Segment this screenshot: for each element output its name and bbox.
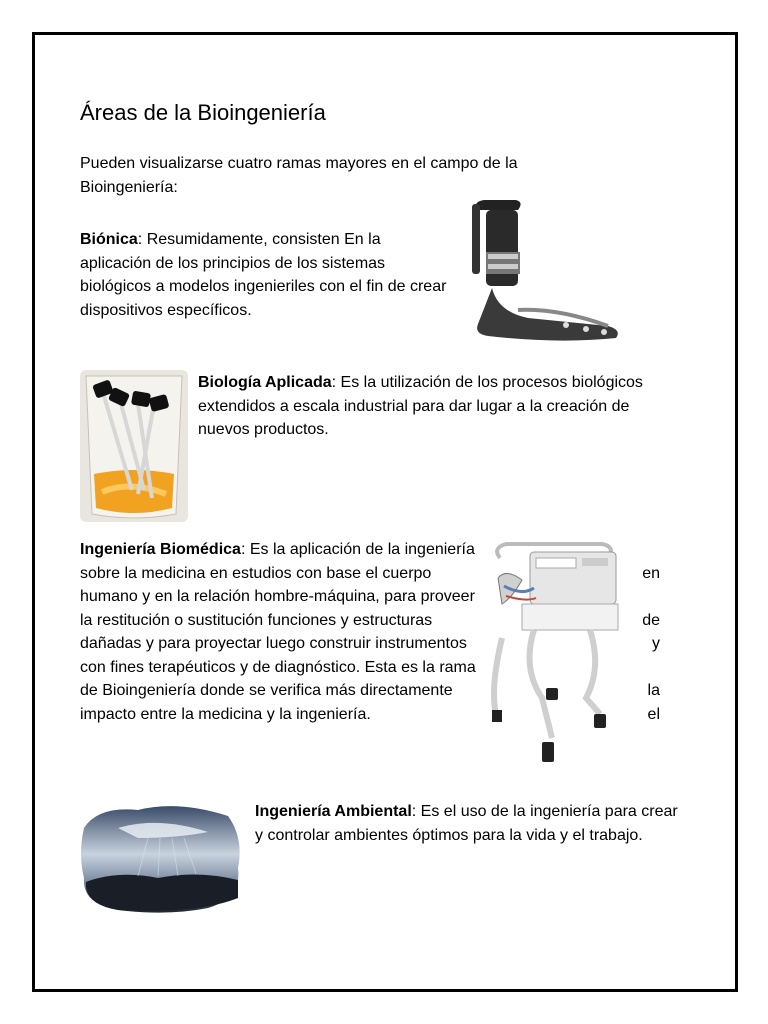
ambiental-paragraph: [255, 800, 685, 847]
biomedica-text: : Es la aplicación de la ingeniería sobre la medicina en estudios con base el cuerpo humano y en la relación hombre-máquina, para proveer la restitución o sustitución funciones y estructuras dañadas y para proyectar luego construir instrumentos con fines terapéuticos y de diagnóstico. Esta es la rama de Bioingeniería donde se verifica más directamente impacto entre la medicina y la ingeniería.: [80, 541, 476, 723]
biomedica-right-word: y: [652, 635, 660, 652]
bionica-text: : Resumidamente, consisten En la aplicación de los principios de los sistemas biológicos a modelos ingenieriles con el fin de crear dispositivos específicos.: [80, 231, 447, 319]
intro-paragraph: Pueden visualizarse cuatro ramas mayores en el campo de la Bioingeniería:: [80, 155, 518, 196]
biomedica-right-word: en: [642, 565, 660, 582]
biomedica-right-word: el: [647, 706, 660, 723]
biologia-text: : Es la utilización de los procesos biológicos extendidos a escala industrial para dar lugar a la creación de nuevos productos.: [198, 374, 643, 438]
biomedica-right-word: de: [642, 612, 660, 629]
biologia-label: Biología Aplicada: [198, 374, 332, 391]
bionica-label: Biónica: [80, 231, 138, 248]
biologia-paragraph: [198, 371, 678, 442]
test-tubes-beaker-image: [80, 370, 188, 522]
biomedica-right-word: la: [647, 682, 660, 699]
biomedica-paragraph: [80, 538, 480, 726]
bionica-paragraph: [80, 228, 450, 322]
page-title: Áreas de la Bioingeniería: [80, 100, 326, 125]
medical-cart-image: [482, 538, 630, 768]
cloudy-sky-landscape-image: [78, 798, 244, 916]
biomedica-label: Ingeniería Biomédica: [80, 541, 241, 558]
ambiental-text: : Es el uso de la ingeniería para crear y controlar ambientes óptimos para la vida y el trabajo.: [255, 803, 678, 844]
prosthetic-foot-image: [458, 192, 628, 352]
ambiental-label: Ingeniería Ambiental: [255, 803, 412, 820]
